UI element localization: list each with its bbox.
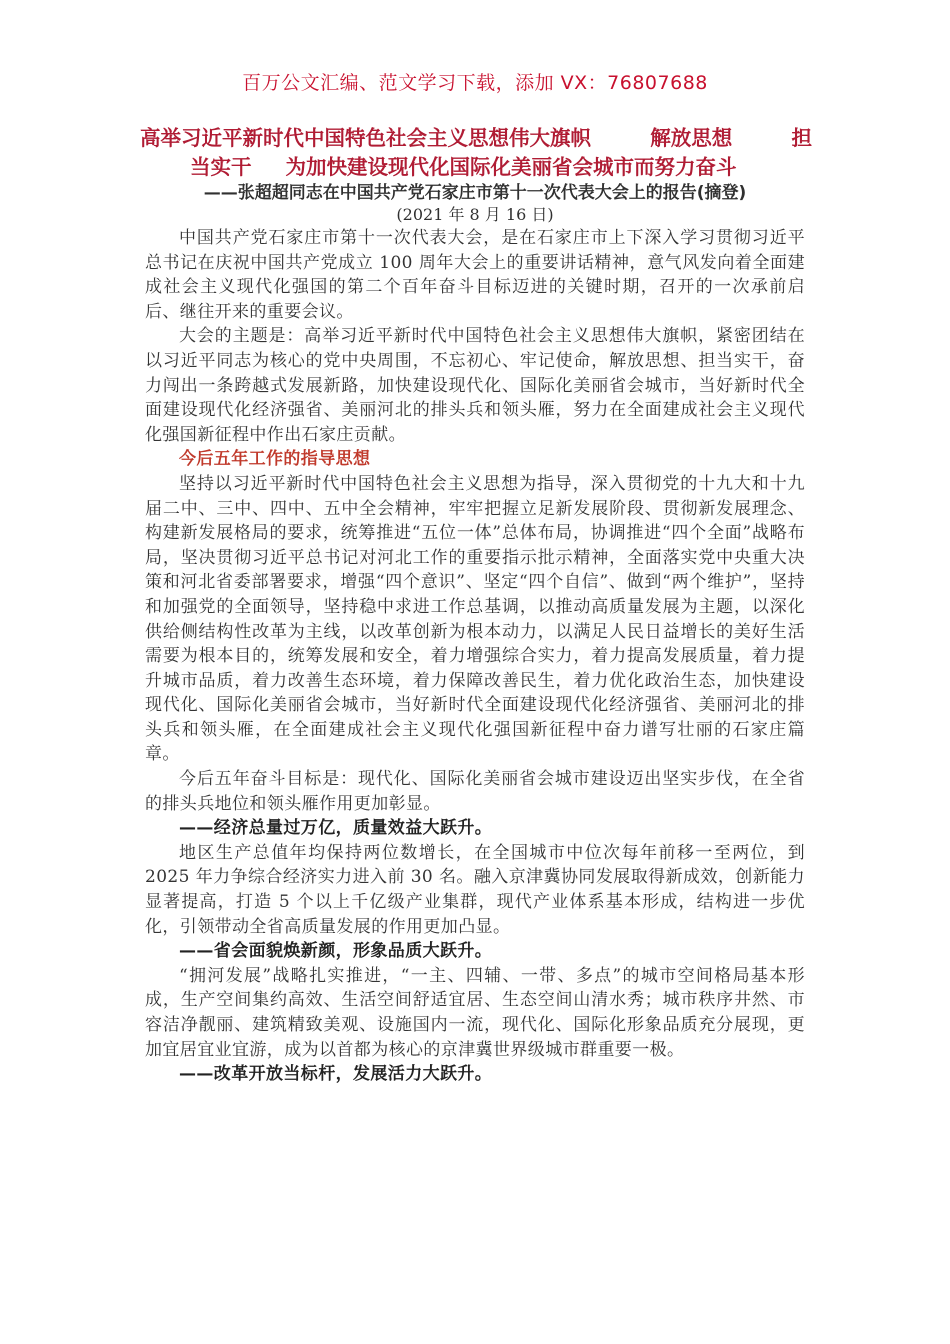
section-heading: 今后五年工作的指导思想 bbox=[179, 449, 371, 470]
document-subtitle: ——张超超同志在中国共产党石家庄市第十一次代表大会上的报告(摘登) bbox=[203, 183, 747, 203]
title-line-1 bbox=[140, 124, 812, 153]
paragraph: 今后五年奋斗目标是：现代化、国际化美丽省会城市建设迈出坚实步伐，在全省的排头兵地位和领头雁作用更加彰显。 bbox=[145, 769, 805, 814]
goal-heading: ——经济总量过万亿，质量效益大跃升。 bbox=[179, 818, 493, 839]
document-title bbox=[140, 124, 812, 182]
document-body bbox=[145, 226, 805, 1087]
paragraph: 中国共产党石家庄市第十一次代表大会，是在石家庄市上下深入学习贯彻习近平总书记在庆祝中国共产党成立 100 周年大会上的重要讲话精神，意气风发向着全面建成社会主义现代化强国的第二个百年奋斗目标迈进的关键时期，召开的一次承前启后、继往开来的重要会议。 bbox=[145, 228, 805, 322]
paragraph: 地区生产总值年均保持两位数增长，在全国城市中位次每年前移一至两位，到 2025 年力争综合经济实力进入前 30 名。融入京津冀协同发展取得新成效，创新能力显著提高，打造 5 个以上千亿级产业集群，现代产业体系基本形成，结构进一步优化，引领带动全省高质量发展的作用更加凸显。 bbox=[145, 842, 805, 937]
watermark-banner: 百万公文汇编、范文学习下载，添加 VX：76807688 bbox=[242, 72, 708, 94]
title-segment: 解放思想 bbox=[650, 126, 733, 150]
title-segment: 为加快建设现代化国际化美丽省会城市而努力奋斗 bbox=[285, 155, 737, 179]
title-segment: 担 bbox=[791, 126, 812, 150]
paragraph: “拥河发展”战略扎实推进，“一主、四辅、一带、多点”的城市空间格局基本形成，生产空间集约高效、生活空间舒适宜居、生态空间山清水秀；城市秩序井然、市容洁净靓丽、建筑精致美观、设施国内一流，现代化、国际化形象品质充分展现，更加宜居宜业宜游，成为以首都为核心的京津冀世界级城市群重要一极。 bbox=[145, 965, 805, 1060]
document-date: (2021 年 8 月 16 日) bbox=[396, 205, 554, 224]
goal-heading: ——省会面貌焕新颜，形象品质大跃升。 bbox=[179, 941, 493, 962]
title-segment: 高举习近平新时代中国特色社会主义思想伟大旗帜 bbox=[140, 126, 591, 150]
paragraph: 坚持以习近平新时代中国特色社会主义思想为指导，深入贯彻党的十九大和十九届二中、三中、四中、五中全会精神，牢牢把握立足新发展阶段、贯彻新发展理念、构建新发展格局的要求，统筹推进“五位一体”总体布局，协调推进“四个全面”战略布局，坚决贯彻习近平总书记对河北工作的重要指示批示精神，全面落实党中央重大决策和河北省委部署要求，增强“四个意识”、坚定“四个自信”、做到“两个维护”，坚持和加强党的全面领导，坚持稳中求进工作总基调，以推动高质量发展为主题，以深化供给侧结构性改革为主线，以改革创新为根本动力，以满足人民日益增长的美好生活需要为根本目的，统筹发展和安全，着力增强综合实力，着力提高发展质量，着力提升城市品质，着力改善生态环境，着力保障改善民生，着力优化政治生态，加快建设现代化、国际化美丽省会城市，当好新时代全面建设现代化经济强省、美丽河北的排头兵和领头雁，在全面建成社会主义现代化强国新征程中奋力谱写壮丽的石家庄篇章。 bbox=[145, 473, 805, 765]
paragraph: 大会的主题是：高举习近平新时代中国特色社会主义思想伟大旗帜，紧密团结在以习近平同志为核心的党中央周围，不忘初心、牢记使命，解放思想、担当实干，奋力闯出一条跨越式发展新路，加快建设现代化、国际化美丽省会城市，当好新时代全面建设现代化经济强省、美丽河北的排头兵和领头雁，努力在全面建成社会主义现代化强国新征程中作出石家庄贡献。 bbox=[145, 326, 805, 445]
goal-heading: ——改革开放当标杆，发展活力大跃升。 bbox=[179, 1064, 493, 1085]
title-line-2 bbox=[140, 153, 812, 182]
title-segment: 当实干 bbox=[190, 155, 252, 179]
